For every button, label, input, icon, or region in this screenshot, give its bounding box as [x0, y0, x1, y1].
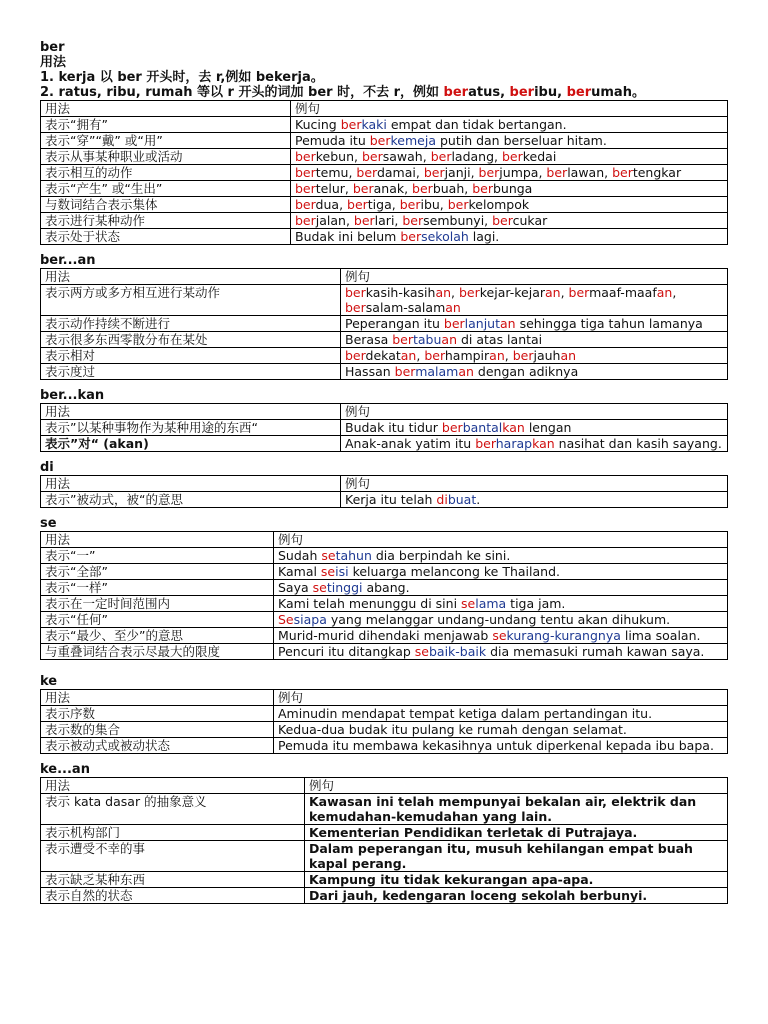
usage-cell: 表示被动式或被动状态	[41, 738, 274, 754]
usage-cell: 表示”以某种事物作为某种用途的东西“	[41, 420, 341, 436]
usage-cell: 表示序数	[41, 706, 274, 722]
suffix-text: an	[545, 285, 561, 300]
table-row	[41, 181, 728, 197]
prefix-text: ber	[546, 165, 568, 180]
suffix-text: an	[656, 285, 673, 300]
root-word-text: isi	[335, 564, 349, 579]
example-cell	[291, 197, 728, 213]
example-cell	[341, 420, 728, 436]
root-word-text: buat	[447, 492, 477, 507]
table-ke	[40, 689, 728, 754]
table-row	[41, 197, 728, 213]
table-header-row	[41, 690, 728, 706]
suffix-text: an	[560, 348, 577, 363]
example-cell	[274, 706, 728, 722]
example-text: maaf-maaf	[589, 285, 657, 300]
prefix-text: ber	[430, 149, 452, 164]
prefix-text: se	[461, 596, 476, 611]
example-text: Dari jauh, kedengaran loceng sekolah berbunyi.	[309, 888, 648, 903]
example-cell	[341, 492, 728, 508]
usage-cell: 表示两方或多方相互进行某动作	[41, 285, 341, 316]
example-text: tiga jam.	[506, 596, 566, 611]
table-row	[41, 364, 728, 380]
root-word-text: lanjut	[464, 316, 501, 331]
note-2-word-3: umah。	[591, 85, 645, 100]
example-text: ,	[560, 285, 569, 300]
usage-cell: 表示“拥有”	[41, 117, 291, 133]
usage-cell: 表示动作持续不断进行	[41, 316, 341, 332]
example-text: Sudah	[278, 548, 322, 563]
prefix-text: ber	[295, 181, 316, 196]
example-cell	[274, 596, 728, 612]
example-cell	[274, 722, 728, 738]
section-title-se: se	[40, 516, 57, 531]
prefix-text: ber	[345, 285, 366, 300]
table-header-row	[41, 532, 728, 548]
section-title-ber-an: ber...an	[40, 253, 96, 268]
root-word-text: malam	[415, 364, 459, 379]
column-header-example: 例句	[274, 532, 728, 548]
example-text: di atas lantai	[457, 332, 543, 347]
example-text: kedai	[522, 149, 557, 164]
example-text: Anak-anak yatim itu	[345, 436, 476, 451]
example-text: Kampung itu tidak kekurangan apa-apa.	[309, 872, 594, 887]
example-text: ,	[672, 285, 677, 300]
usage-cell: 表示缺乏某种东西	[41, 872, 305, 888]
usage-cell: 表示“最少、至少”的意思	[41, 628, 274, 644]
example-text: lagi.	[468, 229, 500, 244]
usage-cell: 表示很多东西零散分布在某处	[41, 332, 341, 348]
example-text: buah,	[432, 181, 473, 196]
prefix-text: ber	[423, 165, 445, 180]
example-cell	[341, 332, 728, 348]
example-text: abang.	[362, 580, 410, 595]
table-row	[41, 117, 728, 133]
prefix-text: ber	[424, 348, 445, 363]
table-se	[40, 531, 728, 660]
table-header-row	[41, 476, 728, 492]
section-title-ke-an: ke...an	[40, 762, 90, 777]
prefix-text: ber	[441, 420, 463, 435]
table-header-row	[41, 404, 728, 420]
table-row	[41, 612, 728, 628]
root-word-text: lama	[475, 596, 507, 611]
prefix-text: ber	[472, 181, 493, 196]
example-text: dekat	[365, 348, 401, 363]
example-text: Pemuda itu	[295, 133, 370, 148]
note-2-word-1: atus,	[468, 85, 510, 100]
example-text: Kedua-dua budak itu pulang ke rumah dengan selamat.	[278, 722, 627, 737]
usage-cell: 表示机构部门	[41, 825, 305, 841]
example-cell	[291, 181, 728, 197]
note-2	[40, 85, 728, 100]
prefix-text: ber	[295, 149, 316, 164]
usage-cell: 表示遭受不幸的事	[41, 841, 305, 872]
usage-cell: 表示相对	[41, 348, 341, 364]
note-2-ber-2: ber	[509, 85, 535, 100]
example-text: dia berpindah ke sini.	[371, 548, 511, 563]
example-text: Kucing	[295, 117, 341, 132]
example-text: sawah,	[382, 149, 431, 164]
example-text: ,	[451, 285, 459, 300]
usage-cell: 表示从事某种职业或活动	[41, 149, 291, 165]
example-cell	[291, 229, 728, 245]
table-row	[41, 548, 728, 564]
prefix-text: ber	[356, 165, 377, 180]
prefix-text: ber	[459, 285, 480, 300]
example-text: kejar-kejar	[479, 285, 545, 300]
usage-cell: 与重叠词结合表示尽最大的限度	[41, 644, 274, 660]
example-text: yang melanggar undang-undang tentu akan dihukum.	[326, 612, 671, 627]
column-header-usage: 用法	[41, 404, 341, 420]
table-row	[41, 825, 728, 841]
usage-cell: 表示处于状态	[41, 229, 291, 245]
root-word-text: siapa	[293, 612, 327, 627]
usage-heading: 用法	[40, 55, 67, 70]
table-row	[41, 872, 728, 888]
example-text: Berasa	[345, 332, 393, 347]
column-header-example: 例句	[305, 778, 728, 794]
example-cell	[274, 644, 728, 660]
example-text: jumpa,	[499, 165, 547, 180]
root-word-text: kaki	[361, 117, 387, 132]
suffix-text: an	[400, 348, 417, 363]
root-word-text: tabu	[412, 332, 442, 347]
example-text: hampir	[444, 348, 490, 363]
table-row	[41, 628, 728, 644]
table-row	[41, 316, 728, 332]
table-row	[41, 229, 728, 245]
example-text: keluarga melancong ke Thailand.	[348, 564, 560, 579]
example-text: Aminudin mendapat tempat ketiga dalam pertandingan itu.	[278, 706, 653, 721]
example-text: Dalam peperangan itu, musuh kehilangan empat buah kapal perang.	[309, 841, 693, 871]
table-row	[41, 420, 728, 436]
note-1: 1. kerja 以 ber 开头时，去 r,例如 bekerja。	[40, 70, 324, 85]
usage-cell: 表示度过	[41, 364, 341, 380]
table-di	[40, 475, 728, 508]
root-word-text: bantal	[462, 420, 503, 435]
root-word-text: tahun	[335, 548, 372, 563]
table-header-row	[41, 778, 728, 794]
root-word-text: sekolah	[421, 229, 469, 244]
table-row	[41, 564, 728, 580]
prefix-text: ber	[478, 165, 500, 180]
column-header-example: 例句	[291, 101, 728, 117]
prefix-text: di	[436, 492, 448, 507]
column-header-usage: 用法	[41, 778, 305, 794]
example-cell	[274, 580, 728, 596]
example-text: Pencuri itu ditangkap	[278, 644, 415, 659]
column-header-example: 例句	[341, 476, 728, 492]
example-cell	[274, 738, 728, 754]
example-text: kasih-kasih	[365, 285, 436, 300]
section-title-ber: ber	[40, 40, 65, 55]
section-title-di: di	[40, 460, 54, 475]
suffix-text: an	[458, 364, 474, 379]
usage-cell: 表示“任何”	[41, 612, 274, 628]
example-text: Budak ini belum	[295, 229, 401, 244]
example-text: damai,	[376, 165, 424, 180]
table-row	[41, 888, 728, 904]
usage-cell: 表示进行某种动作	[41, 213, 291, 229]
suffix-text: an	[435, 285, 452, 300]
document	[40, 40, 728, 904]
column-header-example: 例句	[341, 269, 728, 285]
example-text: telur,	[315, 181, 353, 196]
example-text: Kawasan ini telah mempunyai bekalan air, elektrik dan kemudahan-kemudahan yang lain.	[309, 794, 697, 824]
example-text: jalan,	[315, 213, 354, 228]
root-word-text: tinggi	[326, 580, 363, 595]
example-text: Kementerian Pendidikan terletak di Putrajaya.	[309, 825, 638, 840]
example-text: anak,	[373, 181, 413, 196]
column-header-usage: 用法	[41, 690, 274, 706]
example-cell	[341, 285, 728, 316]
table-row	[41, 492, 728, 508]
prefix-text: ber	[568, 285, 590, 300]
example-cell	[274, 612, 728, 628]
table-header-row	[41, 269, 728, 285]
example-cell	[305, 825, 728, 841]
example-text: dia memasuki rumah kawan saya.	[486, 644, 705, 659]
example-text: dengan adiknya	[473, 364, 579, 379]
prefix-text: ber	[295, 165, 316, 180]
prefix-text: ber	[392, 332, 413, 347]
table-row	[41, 348, 728, 364]
root-word-text: kemeja	[390, 133, 436, 148]
table-row	[41, 133, 728, 149]
example-text: sehingga tiga tahun lamanya	[515, 316, 703, 331]
example-text: Murid-murid dihendaki menjawab	[278, 628, 493, 643]
example-text: Budak itu tidur	[345, 420, 442, 435]
table-row	[41, 213, 728, 229]
example-text: tiga,	[367, 197, 400, 212]
example-cell	[291, 117, 728, 133]
example-text: salam-salam	[365, 300, 446, 315]
prefix-text: Se	[278, 612, 294, 627]
example-text: Peperangan itu	[345, 316, 444, 331]
usage-cell: 表示“一样”	[41, 580, 274, 596]
table-row	[41, 285, 728, 316]
example-text: bunga	[492, 181, 533, 196]
example-cell	[341, 316, 728, 332]
example-text: nasihat dan kasih sayang.	[554, 436, 722, 451]
example-text: kelompok	[468, 197, 530, 212]
suffix-text: an	[441, 332, 457, 347]
example-cell	[305, 794, 728, 825]
table-row	[41, 332, 728, 348]
table-row	[41, 738, 728, 754]
example-cell	[291, 165, 728, 181]
table-row	[41, 596, 728, 612]
example-text: lari,	[374, 213, 403, 228]
table-row	[41, 165, 728, 181]
example-text: cukar	[512, 213, 548, 228]
example-cell	[274, 628, 728, 644]
table-row	[41, 841, 728, 872]
table-ke-an	[40, 777, 728, 904]
column-header-usage: 用法	[41, 101, 291, 117]
example-text: ,	[416, 348, 425, 363]
example-text: Kerja itu telah	[345, 492, 437, 507]
prefix-text: se	[321, 548, 336, 563]
table-ber-an	[40, 268, 728, 380]
table-row	[41, 722, 728, 738]
example-cell	[341, 436, 728, 452]
prefix-text: ber	[345, 348, 366, 363]
root-word-text: kurang-kurangnya	[506, 628, 621, 643]
prefix-text: se	[414, 644, 429, 659]
table-row	[41, 706, 728, 722]
example-text: jauh	[533, 348, 561, 363]
table-row	[41, 149, 728, 165]
suffix-text: an	[445, 300, 461, 315]
example-text: putih dan berseluar hitam.	[435, 133, 607, 148]
example-cell	[291, 213, 728, 229]
prefix-text: ber	[412, 181, 433, 196]
section-title-ber-kan: ber...kan	[40, 388, 105, 403]
prefix-text: ber	[369, 133, 391, 148]
example-text: janji,	[444, 165, 479, 180]
usage-cell: 表示相互的动作	[41, 165, 291, 181]
note-2-text: 2. ratus, ribu, rumah 等以 r 开头的词加 ber 时，不去 r，例如	[40, 85, 444, 100]
usage-cell: 表示 kata dasar 的抽象意义	[41, 794, 305, 825]
section-title-ke: ke	[40, 674, 58, 689]
example-text: empat dan tidak bertangan.	[386, 117, 567, 132]
prefix-text: ber	[512, 348, 534, 363]
prefix-text: ber	[475, 436, 496, 451]
prefix-text: se	[320, 564, 336, 579]
usage-cell: 表示自然的状态	[41, 888, 305, 904]
example-text: lengan	[524, 420, 572, 435]
root-word-text: baik-baik	[428, 644, 487, 659]
prefix-text: ber	[295, 197, 316, 212]
table-header-row	[41, 101, 728, 117]
example-cell	[305, 888, 728, 904]
example-text: lima soalan.	[620, 628, 701, 643]
prefix-text: ber	[347, 197, 368, 212]
usage-cell: 表示在一定时间范围内	[41, 596, 274, 612]
example-text: ,	[504, 348, 513, 363]
example-text: Pemuda itu membawa kekasihnya untuk diperkenal kepada ibu bapa.	[278, 738, 714, 753]
example-cell	[291, 133, 728, 149]
prefix-text: ber	[402, 213, 424, 228]
table-row	[41, 580, 728, 596]
prefix-text: ber	[295, 213, 316, 228]
example-cell	[305, 872, 728, 888]
example-text: lawan,	[567, 165, 613, 180]
prefix-text: se	[312, 580, 327, 595]
prefix-text: ber	[501, 149, 523, 164]
table-ber-kan	[40, 403, 728, 452]
prefix-text: ber	[353, 213, 375, 228]
note-2-word-2: ibu,	[534, 85, 567, 100]
table-row	[41, 644, 728, 660]
usage-cell: 表示“穿”“戴” 或“用”	[41, 133, 291, 149]
example-text: .	[476, 492, 481, 507]
prefix-text: ber	[361, 149, 383, 164]
suffix-text: kan	[532, 436, 555, 451]
usage-cell: 表示“产生” 或“生出”	[41, 181, 291, 197]
example-text: Hassan	[345, 364, 395, 379]
usage-cell: 表示数的集合	[41, 722, 274, 738]
prefix-text: ber	[400, 229, 422, 244]
prefix-text: se	[492, 628, 507, 643]
suffix-text: an	[489, 348, 505, 363]
prefix-text: ber	[443, 316, 465, 331]
note-2-ber-3: ber	[566, 85, 592, 100]
example-text: ibu,	[420, 197, 448, 212]
root-word-text: harap	[495, 436, 533, 451]
example-text: Kamal	[278, 564, 321, 579]
usage-cell: 表示“一”	[41, 548, 274, 564]
usage-cell: 与数词结合表示集体	[41, 197, 291, 213]
example-text: Saya	[278, 580, 313, 595]
example-cell	[341, 364, 728, 380]
column-header-example: 例句	[341, 404, 728, 420]
example-text: Kami telah menunggu di sini	[278, 596, 462, 611]
usage-cell: 表示”被动式，被“的意思	[41, 492, 341, 508]
example-text: kebun,	[315, 149, 362, 164]
table-row	[41, 794, 728, 825]
suffix-text: an	[500, 316, 516, 331]
prefix-text: ber	[612, 165, 633, 180]
column-header-example: 例句	[274, 690, 728, 706]
example-cell	[274, 548, 728, 564]
note-2-ber-1: ber	[443, 85, 469, 100]
example-text: ladang,	[451, 149, 502, 164]
usage-cell: 表示“全部”	[41, 564, 274, 580]
example-cell	[341, 348, 728, 364]
prefix-text: ber	[345, 300, 366, 315]
column-header-usage: 用法	[41, 476, 341, 492]
suffix-text: kan	[502, 420, 525, 435]
usage-cell: 表示”对“ (akan)	[41, 436, 341, 452]
prefix-text: ber	[447, 197, 469, 212]
example-text: dua,	[315, 197, 348, 212]
prefix-text: ber	[492, 213, 513, 228]
column-header-usage: 用法	[41, 269, 341, 285]
example-cell	[274, 564, 728, 580]
prefix-text: ber	[399, 197, 421, 212]
prefix-text: ber	[394, 364, 416, 379]
example-cell	[305, 841, 728, 872]
example-text: temu,	[315, 165, 357, 180]
prefix-text: ber	[340, 117, 362, 132]
example-text: sembunyi,	[423, 213, 493, 228]
example-text: tengkar	[632, 165, 682, 180]
example-cell	[291, 149, 728, 165]
column-header-usage: 用法	[41, 532, 274, 548]
table-ber	[40, 100, 728, 245]
table-row	[41, 436, 728, 452]
prefix-text: ber	[352, 181, 374, 196]
